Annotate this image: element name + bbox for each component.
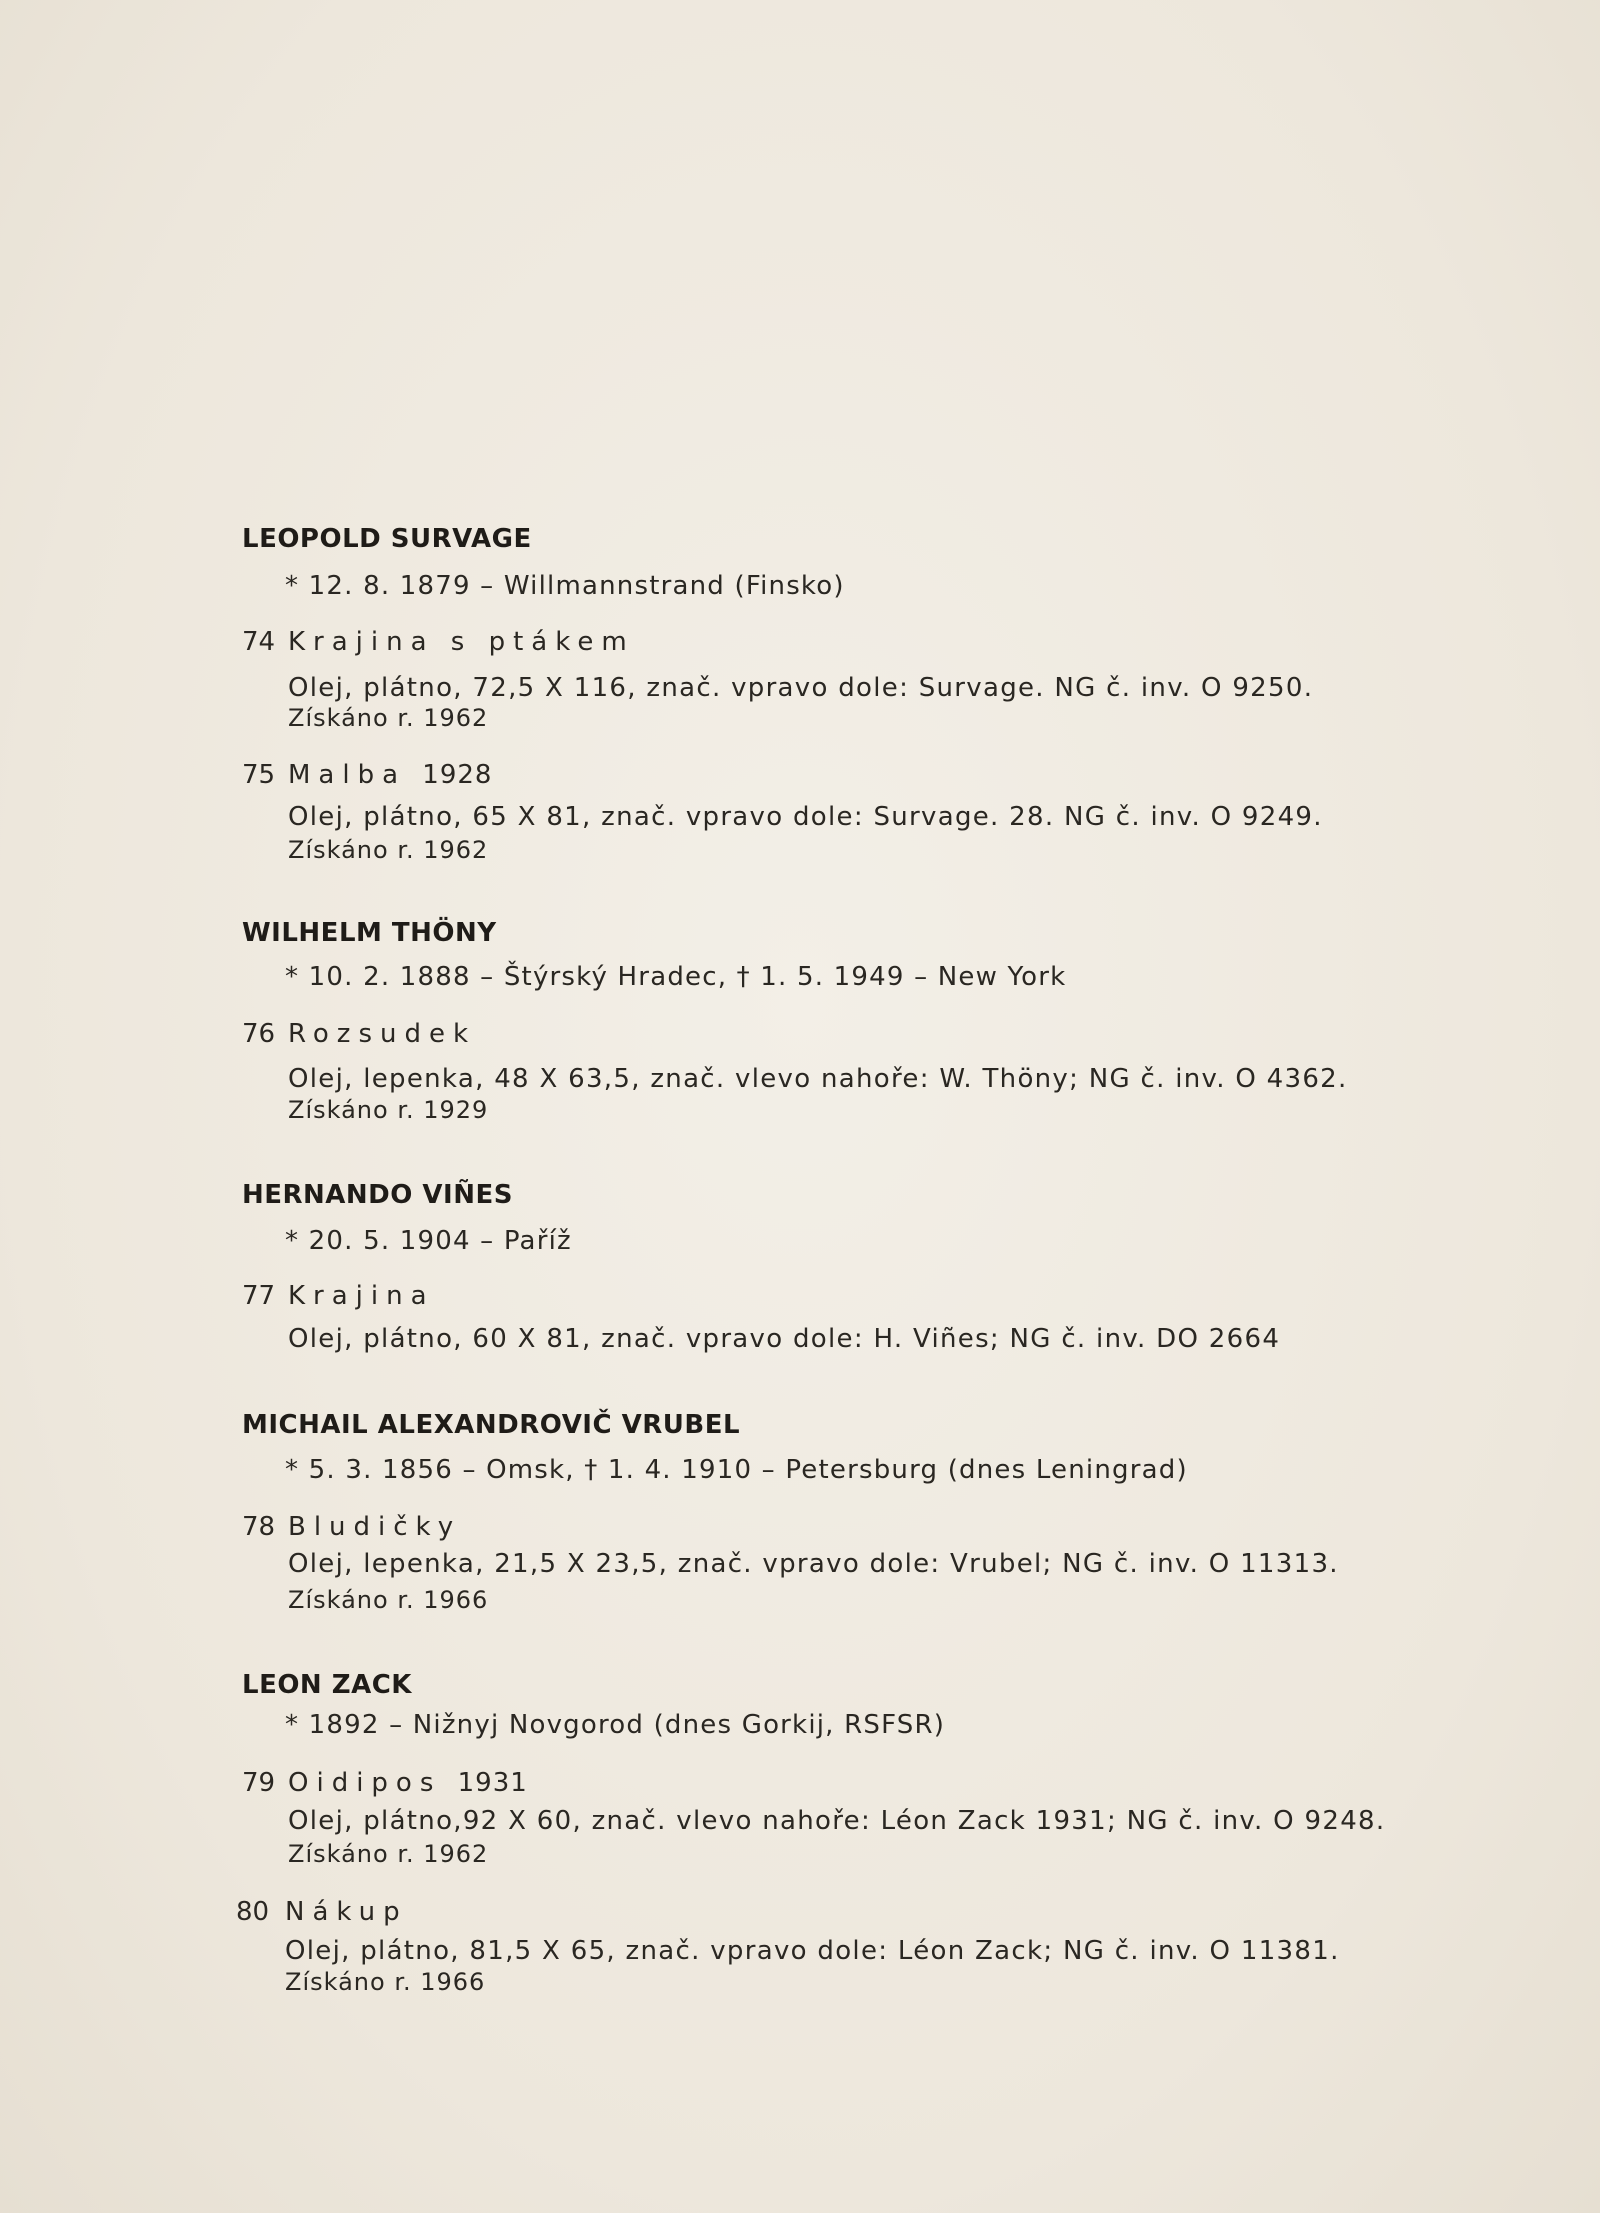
- work-title: Oidipos 1931: [288, 1768, 528, 1798]
- work-title: Krajina s ptákem: [288, 627, 635, 657]
- work-title: Nákup: [285, 1897, 408, 1927]
- work-description: Olej, plátno, 60 X 81, znač. vpravo dole: H. Viñes; NG č. inv. DO 2664: [288, 1324, 1281, 1354]
- work-year: 1928: [422, 760, 493, 790]
- work-number: 78: [242, 1512, 276, 1542]
- work-number: 80: [236, 1897, 270, 1927]
- artist-bio: * 20. 5. 1904 – Paříž: [285, 1226, 572, 1256]
- work-acquired: Získáno r. 1962: [288, 836, 489, 864]
- artist-name: LEON ZACK: [242, 1670, 412, 1700]
- artist-name: HERNANDO VIÑES: [242, 1180, 513, 1210]
- work-acquired: Získáno r. 1929: [288, 1096, 489, 1124]
- work-number: 77: [242, 1281, 276, 1311]
- work-title: Bludičky: [288, 1512, 462, 1542]
- work-acquired: Získáno r. 1962: [288, 704, 489, 732]
- work-title: Krajina: [288, 1281, 435, 1311]
- artist-bio: * 10. 2. 1888 – Štýrský Hradec, † 1. 5. 1949 – New York: [285, 962, 1067, 992]
- work-number: 76: [242, 1019, 276, 1049]
- work-title: Rozsudek: [288, 1019, 477, 1049]
- work-description: Olej, plátno,92 X 60, znač. vlevo nahoře: Léon Zack 1931; NG č. inv. O 9248.: [288, 1806, 1386, 1836]
- work-acquired: Získáno r. 1966: [288, 1586, 489, 1614]
- artist-name: WILHELM THÖNY: [242, 918, 497, 948]
- work-year: 1931: [457, 1768, 528, 1798]
- artist-name: LEOPOLD SURVAGE: [242, 524, 532, 554]
- work-acquired: Získáno r. 1966: [285, 1968, 486, 1996]
- work-description: Olej, lepenka, 21,5 X 23,5, znač. vpravo dole: Vrubel; NG č. inv. O 11313.: [288, 1549, 1339, 1579]
- work-number: 79: [242, 1768, 276, 1798]
- artist-bio: * 1892 – Nižnyj Novgorod (dnes Gorkij, RSFSR): [285, 1710, 946, 1740]
- work-description: Olej, plátno, 65 X 81, znač. vpravo dole: Survage. 28. NG č. inv. O 9249.: [288, 802, 1323, 832]
- work-number: 74: [242, 627, 276, 657]
- work-description: Olej, plátno, 72,5 X 116, znač. vpravo dole: Survage. NG č. inv. O 9250.: [288, 673, 1314, 703]
- artist-bio: * 12. 8. 1879 – Willmannstrand (Finsko): [285, 571, 845, 601]
- work-title: Malba 1928: [288, 760, 493, 790]
- work-description: Olej, plátno, 81,5 X 65, znač. vpravo dole: Léon Zack; NG č. inv. O 11381.: [285, 1936, 1340, 1966]
- work-acquired: Získáno r. 1962: [288, 1840, 489, 1868]
- artist-bio: * 5. 3. 1856 – Omsk, † 1. 4. 1910 – Petersburg (dnes Leningrad): [285, 1455, 1188, 1485]
- work-description: Olej, lepenka, 48 X 63,5, znač. vlevo nahoře: W. Thöny; NG č. inv. O 4362.: [288, 1064, 1348, 1094]
- work-number: 75: [242, 760, 276, 790]
- artist-name: MICHAIL ALEXANDROVIČ VRUBEL: [242, 1410, 741, 1440]
